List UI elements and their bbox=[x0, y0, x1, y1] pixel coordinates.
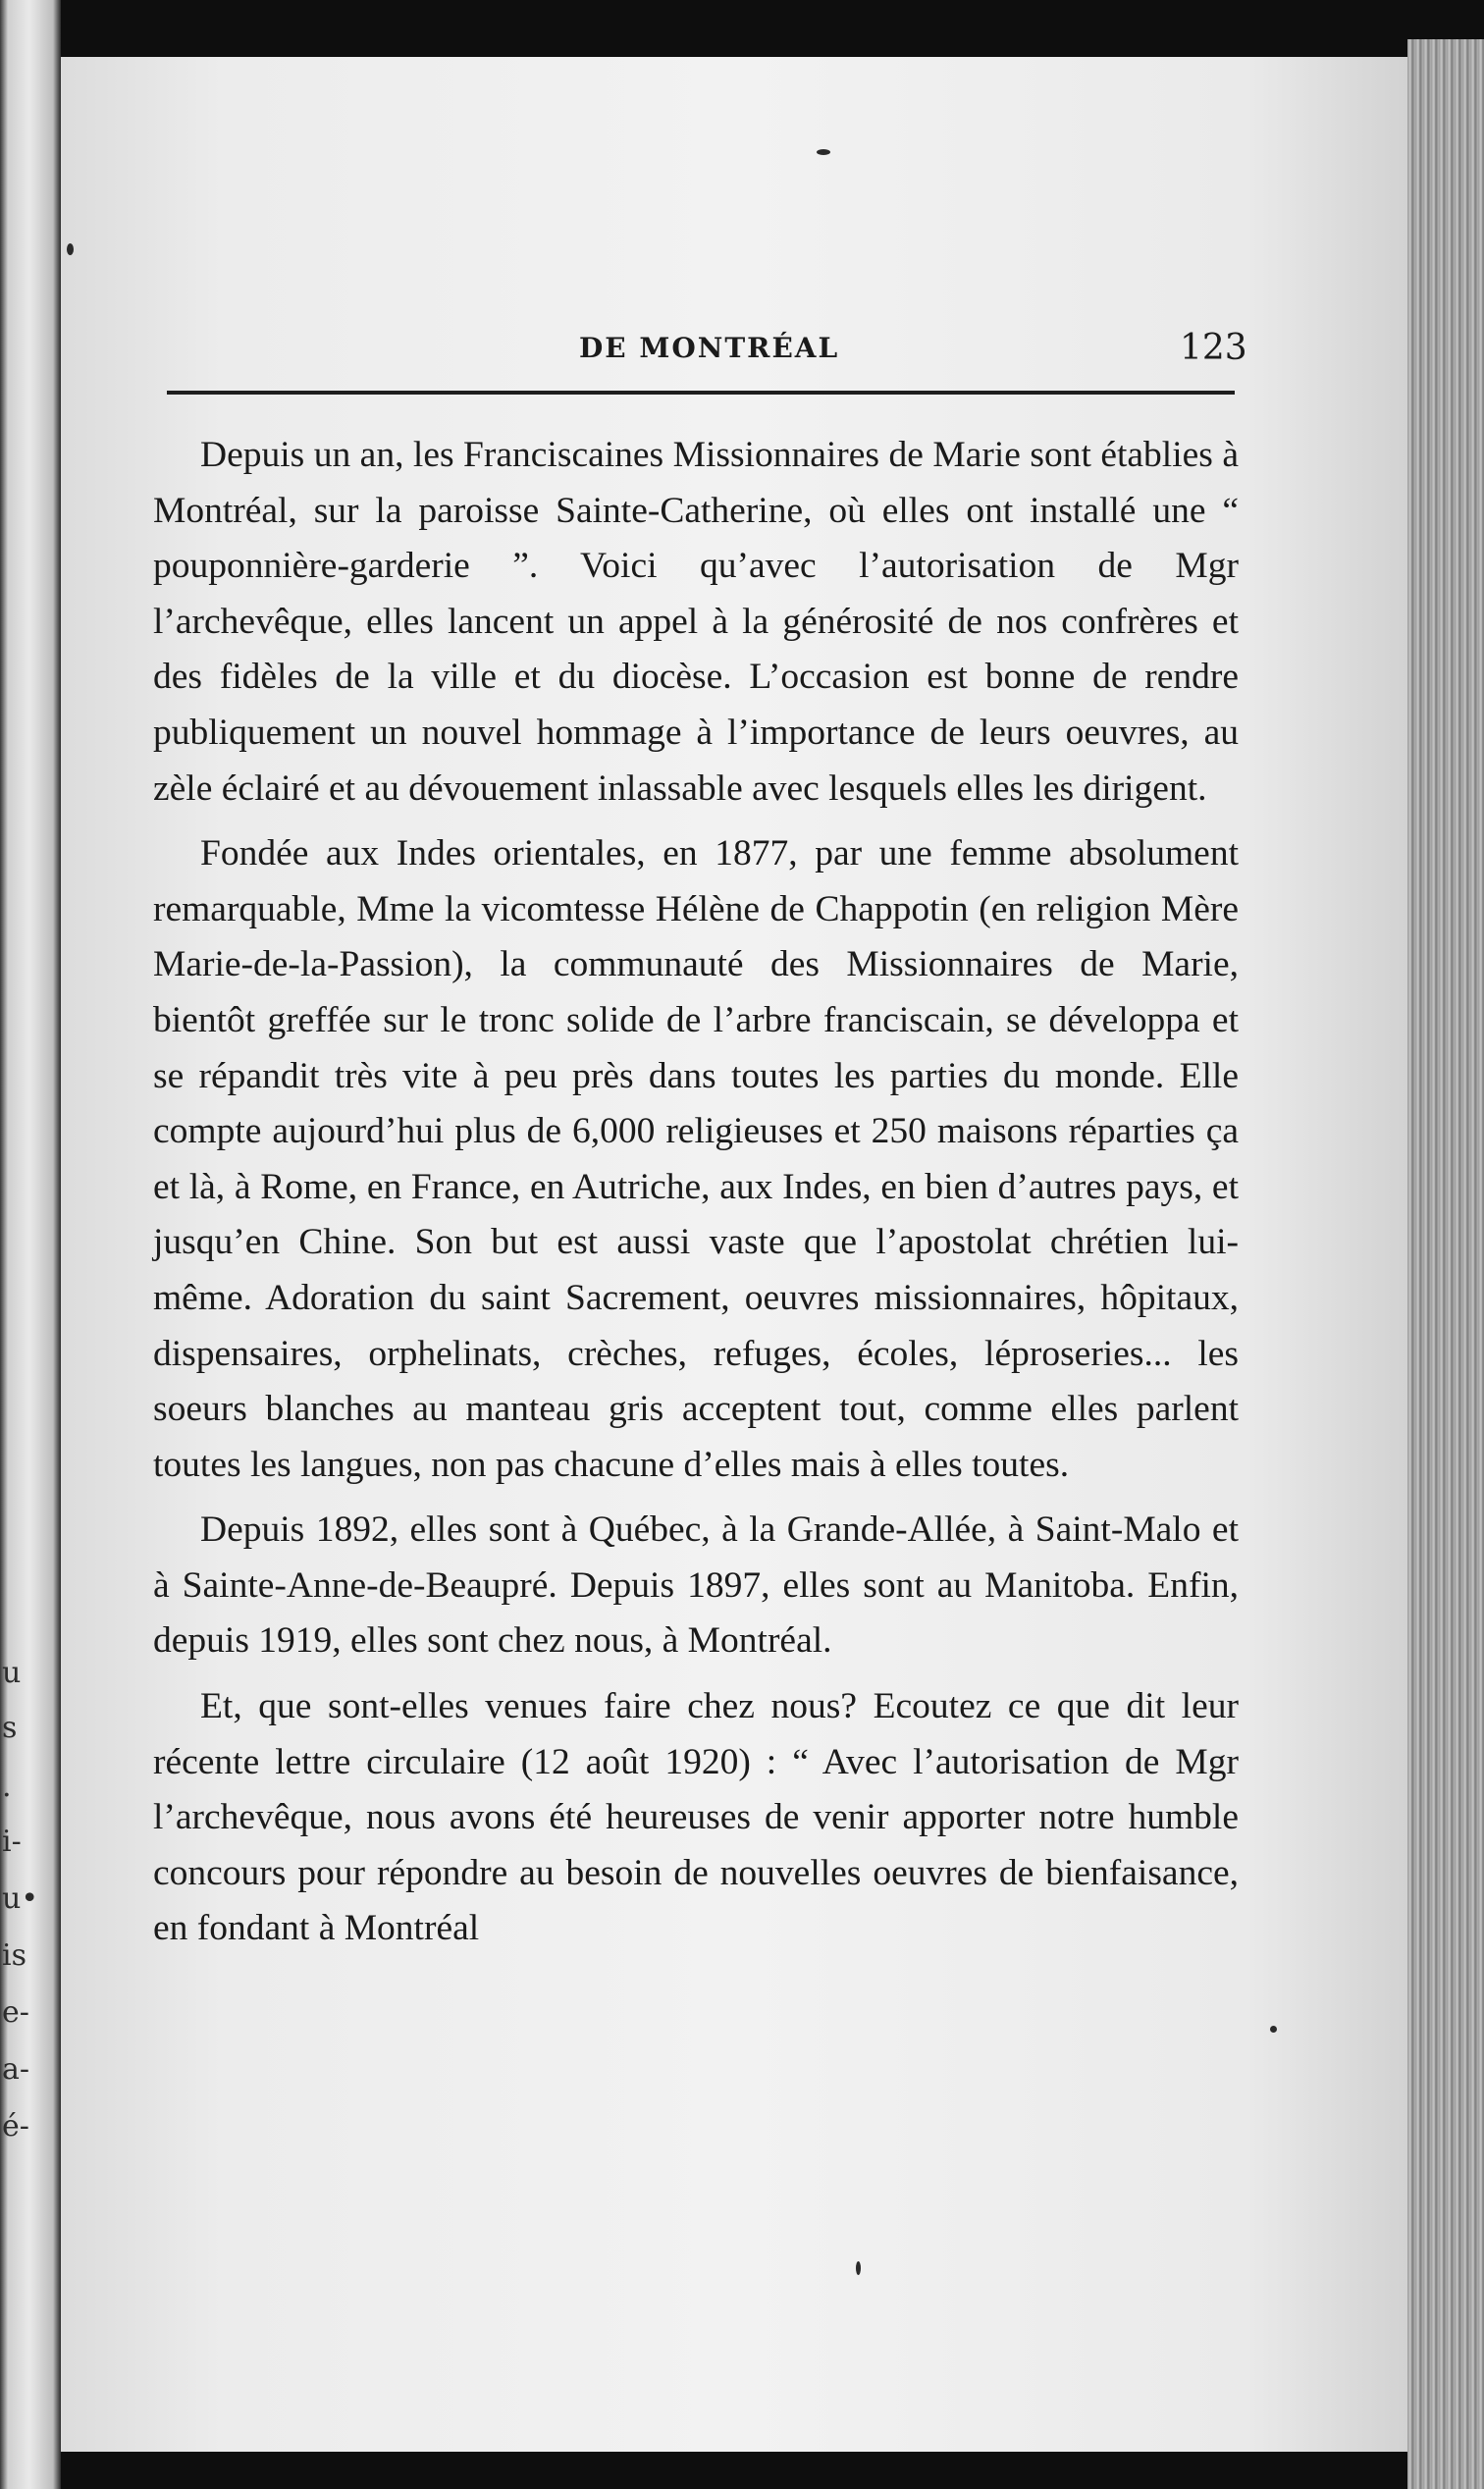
ink-speck bbox=[1270, 2026, 1277, 2033]
ink-speck bbox=[817, 149, 830, 155]
page-edges-stack bbox=[1407, 39, 1484, 2489]
margin-fragment: u• bbox=[2, 1881, 39, 1916]
ink-speck bbox=[67, 243, 74, 255]
margin-fragment: é- bbox=[2, 2109, 29, 2144]
margin-fragment: . bbox=[2, 1770, 12, 1804]
margin-fragment: u bbox=[2, 1656, 22, 1690]
previous-page-edge bbox=[0, 0, 61, 2489]
margin-fragment: a- bbox=[2, 2052, 30, 2087]
margin-fragment: e- bbox=[2, 1995, 29, 2030]
paragraph-2: Fondée aux Indes orientales, en 1877, par une femme absolument remarquable, Mme la vicomtesse Hélène de Chappotin (en religion Mère Marie-de-la-Passion), la communauté des Missionnaires de Marie, bientôt greffée sur le tronc solide de l’arbre franciscain, se développa et se répandit très vite à peu près dans toutes les parties du monde. Elle compte aujourd’hui plus de 6,000 religieuses et 250 maisons réparties ça et là, à Rome, en France, en Autriche, aux Indes, en bien d’autres pays, et jusqu’en Chine. Son but est aussi vaste que l’apostolat chrétien lui-même. Adoration du saint Sacrement, oeuvres missionnaires, hôpitaux, dispensaires, orphelinats, crèches, refuges, écoles, léproseries... les soeurs blanches au manteau gris acceptent tout, comme elles parlent toutes les langues, non pas chacune d’elles mais à elles toutes. bbox=[153, 833, 1239, 1485]
paragraph-1: Depuis un an, les Franciscaines Missionnaires de Marie sont établies à Montréal, sur la paroisse Sainte-Catherine, où elles ont installé une “ pouponnière-garderie ”. Voici qu’avec l’autorisation de Mgr l’archevêque, elles lancent un appel à la générosité de nos confrères et des fidèles de la ville et du diocèse. L’occasion est bonne de rendre publiquement un nouvel hommage à l’importance de leurs oeuvres, au zèle éclairé et au dévouement inlassable avec lesquels elles les dirigent. bbox=[153, 435, 1239, 809]
page-number: 123 bbox=[1180, 328, 1247, 368]
book-page bbox=[61, 57, 1407, 2452]
header-rule bbox=[167, 391, 1235, 395]
body-text bbox=[153, 428, 1239, 1967]
running-head: DE MONTRÉAL bbox=[579, 332, 840, 364]
margin-fragment: s bbox=[2, 1711, 18, 1745]
margin-fragment: i- bbox=[2, 1825, 22, 1859]
paragraph-4: Et, que sont-elles venues faire chez nous? Ecoutez ce que dit leur récente lettre circulaire (12 août 1920) : “ Avec l’autorisation de Mgr l’archevêque, nous avons été heureuses de venir apporter notre humble concours pour répondre au besoin de nouvelles oeuvres de bienfaisance, en fondant à Montréal bbox=[153, 1686, 1239, 1949]
margin-fragment: is bbox=[2, 1938, 26, 1973]
ink-speck bbox=[856, 2261, 861, 2275]
paragraph-3: Depuis 1892, elles sont à Québec, à la Grande-Allée, à Saint-Malo et à Sainte-Anne-de-Beaupré. Depuis 1897, elles sont au Manitoba. Enfin, depuis 1919, elles sont chez nous, à Montréal. bbox=[153, 1509, 1239, 1662]
